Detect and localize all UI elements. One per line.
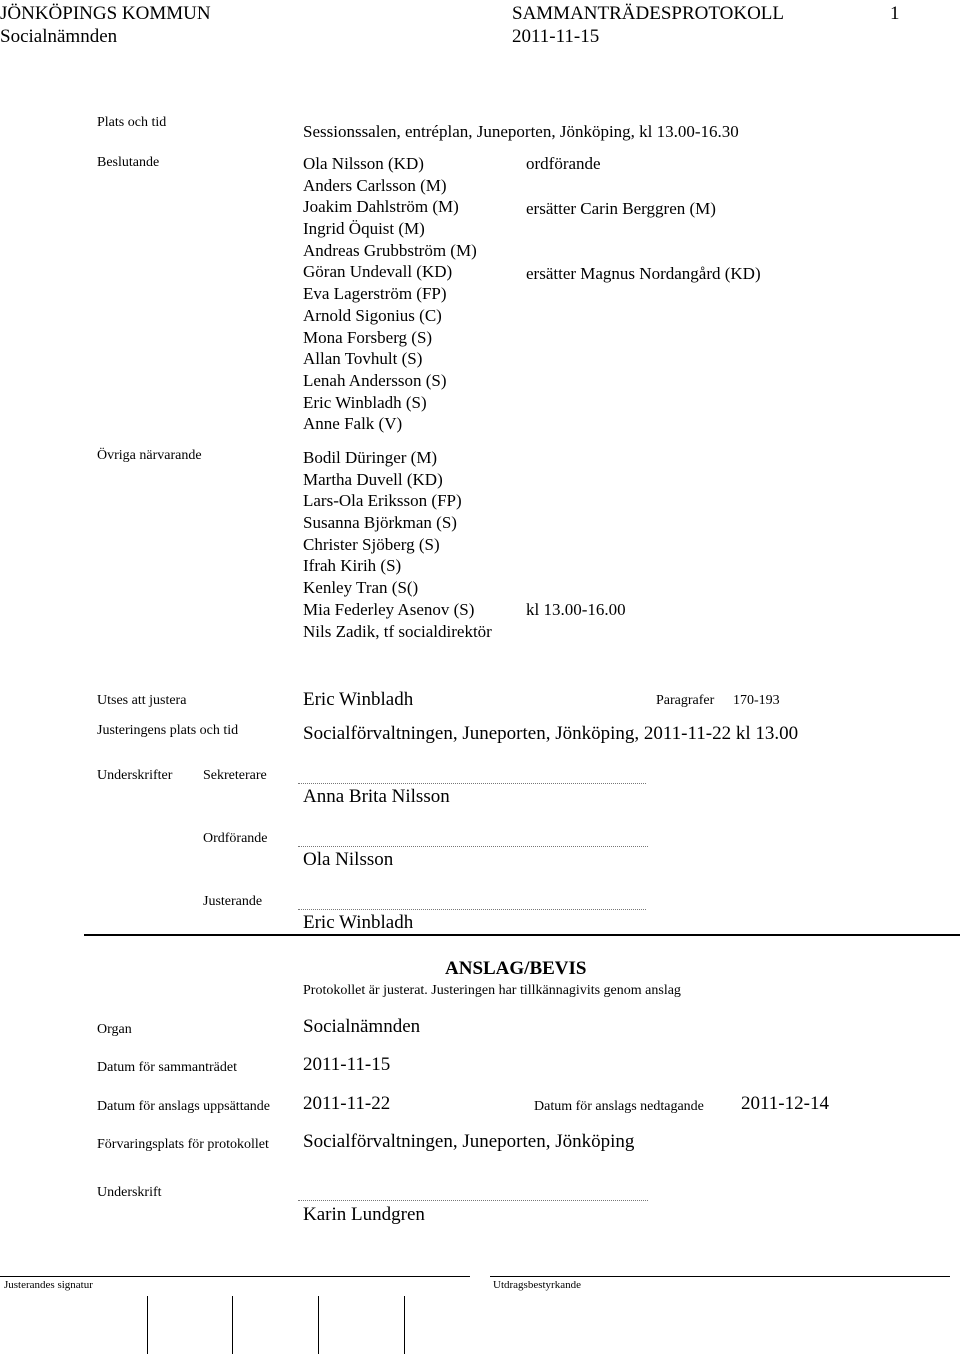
member-name: Mona Forsberg (S) xyxy=(303,327,433,347)
doc-date: 2011-11-15 xyxy=(512,26,600,47)
member-note: kl 13.00-16.00 xyxy=(526,600,626,619)
signature-box-divider xyxy=(232,1296,233,1354)
page-number: 1 xyxy=(890,3,900,24)
decision-makers-list xyxy=(303,153,477,435)
member-name: Arnold Sigonius (C) xyxy=(303,305,442,325)
place-label: Plats och tid xyxy=(97,115,167,130)
doc-type: SAMMANTRÄDESPROTOKOLL xyxy=(512,3,785,24)
member-name: Göran Undevall (KD) xyxy=(303,262,453,282)
place-time-value: Socialförvaltningen, Juneporten, Jönköping, 2011-11-22 kl 13.00 xyxy=(303,723,799,744)
others-present-list xyxy=(303,447,492,642)
excerpt-label: Utdragsbestyrkande xyxy=(493,1279,581,1291)
member-name: Andreas Grubbström (M) xyxy=(303,240,477,260)
storage-value: Socialförvaltningen, Juneporten, Jönköping xyxy=(303,1131,635,1152)
removed-value: 2011-12-14 xyxy=(741,1093,829,1114)
decision-makers-label: Beslutande xyxy=(97,155,160,170)
member-name: Ifrah Kirih (S) xyxy=(303,556,402,576)
member-name: Joakim Dahlström (M) xyxy=(303,197,459,217)
member-note: ordförande xyxy=(526,154,601,173)
member-name: Nils Zadik, tf socialdirektör xyxy=(303,621,492,641)
member-name: Christer Sjöberg (S) xyxy=(303,534,440,554)
signature-name: Karin Lundgren xyxy=(303,1204,425,1225)
section-divider xyxy=(84,934,960,936)
meeting-date-label: Datum för sammanträdet xyxy=(97,1060,237,1075)
member-name: Anders Carlsson (M) xyxy=(303,175,447,195)
notice-title: ANSLAG/BEVIS xyxy=(445,958,587,979)
notice-subtitle: Protokollet är justerat. Justeringen har tillkännagivits genom anslag xyxy=(303,983,681,998)
organ-value: Socialnämnden xyxy=(303,1016,421,1037)
footer-rule-left xyxy=(0,1276,470,1277)
member-name: Martha Duvell (KD) xyxy=(303,469,443,489)
signature-box-divider xyxy=(318,1296,319,1354)
member-name: Ingrid Öquist (M) xyxy=(303,219,425,239)
member-name: Bodil Düringer (M) xyxy=(303,448,438,467)
member-name: Lenah Andersson (S) xyxy=(303,370,447,390)
signature-name: Eric Winbladh xyxy=(303,912,414,933)
paragraphs-value: 170-193 xyxy=(733,693,780,708)
adjusters-signature-label: Justerandes signatur xyxy=(4,1279,93,1291)
posted-label: Datum för anslags uppsättande xyxy=(97,1099,271,1114)
member-note: ersätter Magnus Nordangård (KD) xyxy=(526,264,761,283)
member-name: Eric Winbladh (S) xyxy=(303,392,427,412)
member-name: Mia Federley Asenov (S) xyxy=(303,599,475,619)
storage-label: Förvaringsplats för protokollet xyxy=(97,1137,269,1152)
org-name: JÖNKÖPINGS KOMMUN xyxy=(0,3,211,24)
footer-rule-right xyxy=(490,1276,950,1277)
member-name: Allan Tovhult (S) xyxy=(303,349,423,369)
member-name: Kenley Tran (S() xyxy=(303,578,419,598)
signature-box-divider xyxy=(404,1296,405,1354)
signature-line xyxy=(298,846,648,847)
member-name: Lars-Ola Eriksson (FP) xyxy=(303,491,462,511)
posted-value: 2011-11-22 xyxy=(303,1093,391,1114)
member-name: Anne Falk (V) xyxy=(303,414,403,434)
signature-line xyxy=(298,909,646,910)
organ-label: Organ xyxy=(97,1022,132,1037)
signature-name: Anna Brita Nilsson xyxy=(303,786,450,807)
signatures-label: Underskrifter xyxy=(97,768,173,783)
removed-label: Datum för anslags nedtagande xyxy=(534,1099,704,1114)
place-time-label: Justeringens plats och tid xyxy=(97,723,239,738)
dept-name: Socialnämnden xyxy=(0,26,118,47)
appointed-label: Utses att justera xyxy=(97,693,187,708)
signature-name: Ola Nilsson xyxy=(303,849,394,870)
paragraphs-label: Paragrafer xyxy=(656,693,715,708)
member-note: ersätter Carin Berggren (M) xyxy=(526,199,716,218)
member-name: Eva Lagerström (FP) xyxy=(303,284,447,304)
signature-role: Justerande xyxy=(203,894,263,909)
signature-label: Underskrift xyxy=(97,1185,162,1200)
signature-role: Ordförande xyxy=(203,831,268,846)
meeting-date-value: 2011-11-15 xyxy=(303,1054,391,1075)
member-name: Ola Nilsson (KD) xyxy=(303,154,424,173)
place-value: Sessionssalen, entréplan, Juneporten, Jönköping, kl 13.00-16.30 xyxy=(303,122,739,141)
member-name: Susanna Björkman (S) xyxy=(303,513,457,533)
signature-box-divider xyxy=(147,1296,148,1354)
signature-role: Sekreterare xyxy=(203,768,267,783)
others-present-label: Övriga närvarande xyxy=(97,448,202,463)
signature-line xyxy=(298,783,646,784)
signature-line xyxy=(298,1200,648,1201)
appointed-value: Eric Winbladh xyxy=(303,689,414,710)
